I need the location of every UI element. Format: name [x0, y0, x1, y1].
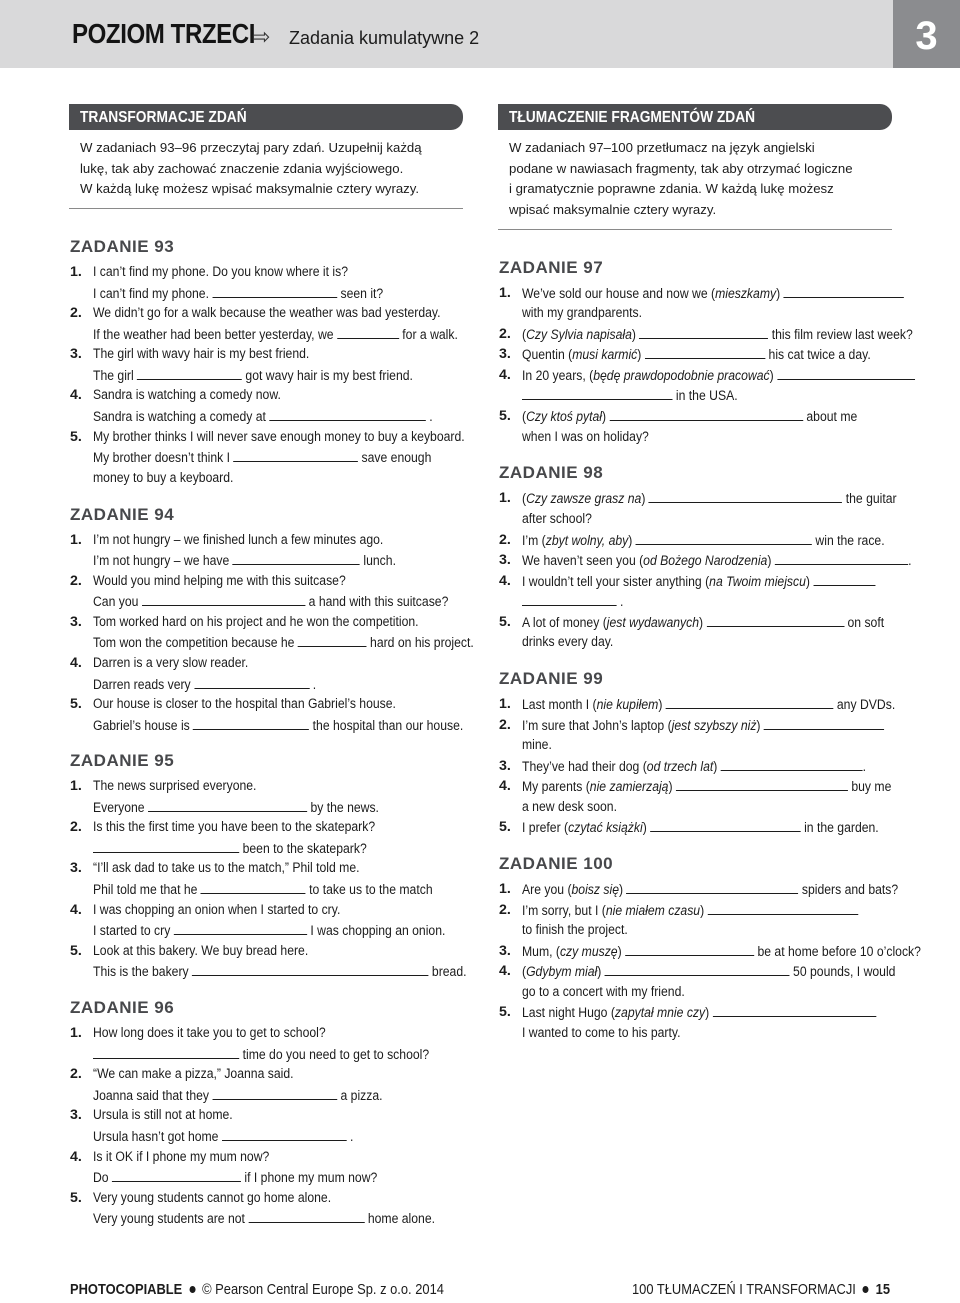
answer-blank[interactable]: [233, 447, 358, 462]
exercise-item: 3. They’ve had their dog (od trzech lat) .: [499, 758, 867, 775]
exercise-item: I wanted to come to his party.: [522, 1025, 681, 1041]
exercise-item: 4. Sandra is watching a comedy now.: [70, 387, 281, 403]
answer-blank[interactable]: [522, 385, 673, 400]
exercise-item: I’m not hungry – we have lunch.: [70, 550, 463, 571]
exercise-item: 4. I was chopping an onion when I started to cry.: [70, 902, 341, 918]
exercise-title: ZADANIE 99: [499, 669, 604, 688]
exercise-item: Everyone by the news.: [70, 797, 463, 818]
exercise-item: I started to cry I was chopping an onion.: [70, 920, 463, 941]
exercise-item: 4. (Gdybym miał) 50 pounds, I would: [499, 963, 896, 980]
exercise-item: Sandra is watching a comedy at .: [70, 406, 463, 427]
page-header: [0, 0, 960, 68]
exercise-item: after school?: [522, 511, 592, 527]
answer-blank[interactable]: [650, 817, 801, 832]
level-subtitle: Zadania kumulatywne 2: [289, 28, 480, 48]
exercise-item: 1. I can’t find my phone. Do you know where it is?: [70, 264, 349, 280]
answer-blank[interactable]: [708, 900, 859, 915]
exercise-item: 5. My brother thinks I will never save enough money to buy a keyboard.: [70, 429, 465, 445]
answer-blank[interactable]: [142, 591, 305, 606]
exercise-item: My brother doesn’t think I save enough: [70, 447, 463, 468]
left-intro: W zadaniach 93–96 przeczytaj pary zdań. Uzupełnij każdą lukę, tak aby zachować znaczenie zdania wyjściowego. W każdą lukę możesz wpisać maksymalnie cztery wyrazy.: [80, 140, 422, 196]
answer-blank[interactable]: [201, 879, 306, 894]
answer-blank[interactable]: [194, 674, 309, 689]
exercise-item: 5. Our house is closer to the hospital than Gabriel’s house.: [70, 696, 396, 712]
exercise-item: 5. (Czy ktoś pytał) about me: [499, 408, 858, 425]
answer-blank[interactable]: [649, 488, 843, 503]
answer-blank[interactable]: [269, 406, 426, 421]
exercise-title: ZADANIE 93: [70, 237, 175, 256]
exercise-item: to finish the project.: [522, 922, 628, 938]
footer-left: PHOTOCOPIABLE © Pearson Central Europe Sp. z o.o. 2014: [70, 1281, 444, 1298]
answer-blank[interactable]: [609, 406, 803, 421]
answer-blank[interactable]: [784, 283, 904, 298]
exercise-item: 3. “I’ll ask dad to take us to the match,” Phil told me.: [70, 860, 360, 876]
exercise-item: Can you a hand with this suitcase?: [70, 591, 463, 612]
exercise-item: Gabriel’s house is the hospital than our house.: [70, 715, 463, 736]
answer-blank[interactable]: [193, 715, 309, 730]
exercise-item: 3. The girl with wavy hair is my best friend.: [70, 346, 310, 362]
exercise-item: 2. Is this the first time you have been to the skatepark?: [70, 819, 376, 835]
section-heading-tlumaczenie: TŁUMACZENIE FRAGMENTÓW ZDAŃ: [498, 104, 892, 130]
footer-right: 100 TŁUMACZEŃ I TRANSFORMACJI 15: [632, 1281, 891, 1298]
exercise-item: Very young students are not home alone.: [70, 1208, 463, 1229]
exercise-item: mine.: [522, 737, 552, 753]
answer-blank[interactable]: [706, 612, 844, 627]
answer-blank[interactable]: [764, 715, 884, 730]
answer-blank[interactable]: [222, 1126, 347, 1141]
exercise-item: 1. How long does it take you to get to school?: [70, 1025, 326, 1041]
answer-blank[interactable]: [625, 941, 754, 956]
exercise-item: Ursula hasn’t got home .: [70, 1126, 463, 1147]
exercise-item: 5. Look at this bakery. We buy bread here.: [70, 943, 309, 959]
exercise-item: 4. I wouldn’t tell your sister anything (na Twoim miejscu): [499, 571, 892, 592]
answer-blank[interactable]: [174, 920, 307, 935]
exercise-item: 3. Mum, (czy muszę) be at home before 10 o’clock?: [499, 943, 921, 960]
answer-blank[interactable]: [212, 283, 337, 298]
answer-blank[interactable]: [233, 550, 360, 565]
answer-blank[interactable]: [605, 961, 790, 976]
answer-blank[interactable]: [192, 961, 429, 976]
exercise-item: 3. Tom worked hard on his project and he won the competition.: [70, 614, 419, 630]
exercise-item: 1. Last month I (nie kupiłem) any DVDs.: [499, 696, 896, 713]
exercise-title: ZADANIE 100: [499, 854, 614, 873]
answer-blank[interactable]: [112, 1167, 241, 1182]
exercise-title: ZADANIE 97: [499, 258, 604, 277]
answer-blank[interactable]: [666, 694, 834, 709]
bullet-icon: [863, 1286, 869, 1293]
exercise-item: .: [499, 591, 892, 612]
right-intro: W zadaniach 97–100 przetłumacz na język angielski podane w nawiasach fragmenty, tak aby otrzymać logiczne i gramatycznie poprawne zdania. W każdą lukę możesz wpisać maksymalnie cztery wyrazy.: [509, 140, 853, 217]
exercise-item: I can’t find my phone. seen it?: [70, 283, 463, 304]
exercise-item: 3. Ursula is still not at home.: [70, 1107, 233, 1123]
answer-blank[interactable]: [813, 571, 875, 586]
exercise-title: ZADANIE 98: [499, 463, 604, 482]
answer-blank[interactable]: [639, 324, 768, 339]
chapter-number: 3: [893, 0, 960, 68]
exercise-title: ZADANIE 95: [70, 751, 175, 770]
answer-blank[interactable]: [626, 879, 798, 894]
exercise-item: drinks every day.: [522, 634, 614, 650]
answer-blank[interactable]: [93, 838, 239, 853]
exercise-item: 5. Last night Hugo (zapytał mnie czy): [499, 1002, 892, 1023]
exercise-item: a new desk soon.: [522, 799, 617, 815]
exercise-item: 5. I prefer (czytać książki) in the garden.: [499, 819, 879, 836]
answer-blank[interactable]: [775, 550, 908, 565]
exercise-item: 3. Quentin (musi karmić) his cat twice a day.: [499, 346, 871, 363]
answer-blank[interactable]: [248, 1208, 364, 1223]
exercise-item: 2. I’m sure that John’s laptop (jest szybszy niż): [499, 715, 892, 736]
exercise-item: 4. Darren is a very slow reader.: [70, 655, 249, 671]
exercise-item: 5. A lot of money (jest wydawanych) on soft: [499, 614, 885, 631]
exercise-item: 3. We haven’t seen you (od Bożego Narodzenia) .: [499, 552, 912, 569]
answer-blank[interactable]: [522, 591, 617, 606]
answer-blank[interactable]: [777, 365, 915, 380]
exercise-item: 2. “We can make a pizza,” Joanna said.: [70, 1066, 294, 1082]
answer-blank[interactable]: [636, 530, 812, 545]
exercise-item: Phil told me that he to take us to the match: [70, 879, 463, 900]
exercise-item: in the USA.: [499, 385, 892, 406]
section-heading-transformacje: TRANSFORMACJE ZDAŃ: [69, 104, 463, 130]
exercise-item: 1. We’ve sold our house and now we (mieszkamy): [499, 283, 892, 304]
exercise-item: 1. I’m not hungry – we finished lunch a few minutes ago.: [70, 532, 384, 548]
exercise-item: 2. Would you mind helping me with this suitcase?: [70, 573, 346, 589]
bullet-icon: [189, 1286, 195, 1293]
exercise-item: been to the skatepark?: [70, 838, 463, 859]
exercise-item: The girl got wavy hair is my best friend.: [70, 365, 463, 386]
exercise-item: 4. My parents (nie zamierzają) buy me: [499, 778, 892, 795]
exercise-item: Darren reads very .: [70, 674, 463, 695]
divider: [498, 229, 892, 230]
answer-blank[interactable]: [713, 1002, 876, 1017]
exercise-item: If the weather had been better yesterday, we for a walk.: [70, 324, 463, 345]
exercise-item: 2. (Czy Sylvia napisała) this film review last week?: [499, 326, 913, 343]
exercise-item: money to buy a keyboard.: [93, 470, 234, 486]
exercise-item: Do if I phone my mum now?: [70, 1167, 463, 1188]
hollow-right-arrow-icon: ⇨: [252, 24, 271, 49]
answer-blank[interactable]: [93, 1044, 239, 1059]
level-title: POZIOM TRZECI: [72, 18, 256, 49]
exercise-item: 4. Is it OK if I phone my mum now?: [70, 1149, 270, 1165]
exercise-item: 2. I’m (zbyt wolny, aby) win the race.: [499, 532, 885, 549]
answer-blank[interactable]: [137, 365, 242, 380]
exercise-item: 1. The news surprised everyone.: [70, 778, 257, 794]
exercise-item: when I was on holiday?: [522, 429, 649, 445]
exercise-item: 4. In 20 years, (będę prawdopodobnie pracować): [499, 365, 892, 386]
exercise-item: with my grandparents.: [522, 305, 643, 321]
answer-blank[interactable]: [721, 756, 863, 771]
exercise-item: 5. Very young students cannot go home alone.: [70, 1190, 332, 1206]
answer-blank[interactable]: [645, 344, 765, 359]
exercise-item: time do you need to get to school?: [70, 1044, 463, 1065]
exercise-item: 2. I’m sorry, but I (nie miałem czasu): [499, 900, 892, 921]
answer-blank[interactable]: [298, 632, 367, 647]
exercise-item: Tom won the competition because he hard on his project.: [70, 632, 463, 653]
divider: [69, 208, 463, 209]
exercise-item: go to a concert with my friend.: [522, 984, 685, 1000]
exercise-title: ZADANIE 94: [70, 505, 175, 524]
exercise-item: Joanna said that they a pizza.: [70, 1085, 463, 1106]
exercise-item: This is the bakery bread.: [70, 961, 463, 982]
answer-blank[interactable]: [148, 797, 307, 812]
answer-blank[interactable]: [676, 776, 848, 791]
answer-blank[interactable]: [212, 1085, 337, 1100]
exercise-item: 2. We didn’t go for a walk because the weather was bad yesterday.: [70, 305, 441, 321]
exercise-title: ZADANIE 96: [70, 998, 175, 1017]
exercise-item: 1. (Czy zawsze grasz na) the guitar: [499, 490, 897, 507]
page-number: 15: [875, 1281, 891, 1298]
exercise-item: 1. Are you (boisz się) spiders and bats?: [499, 881, 899, 898]
answer-blank[interactable]: [337, 324, 399, 339]
